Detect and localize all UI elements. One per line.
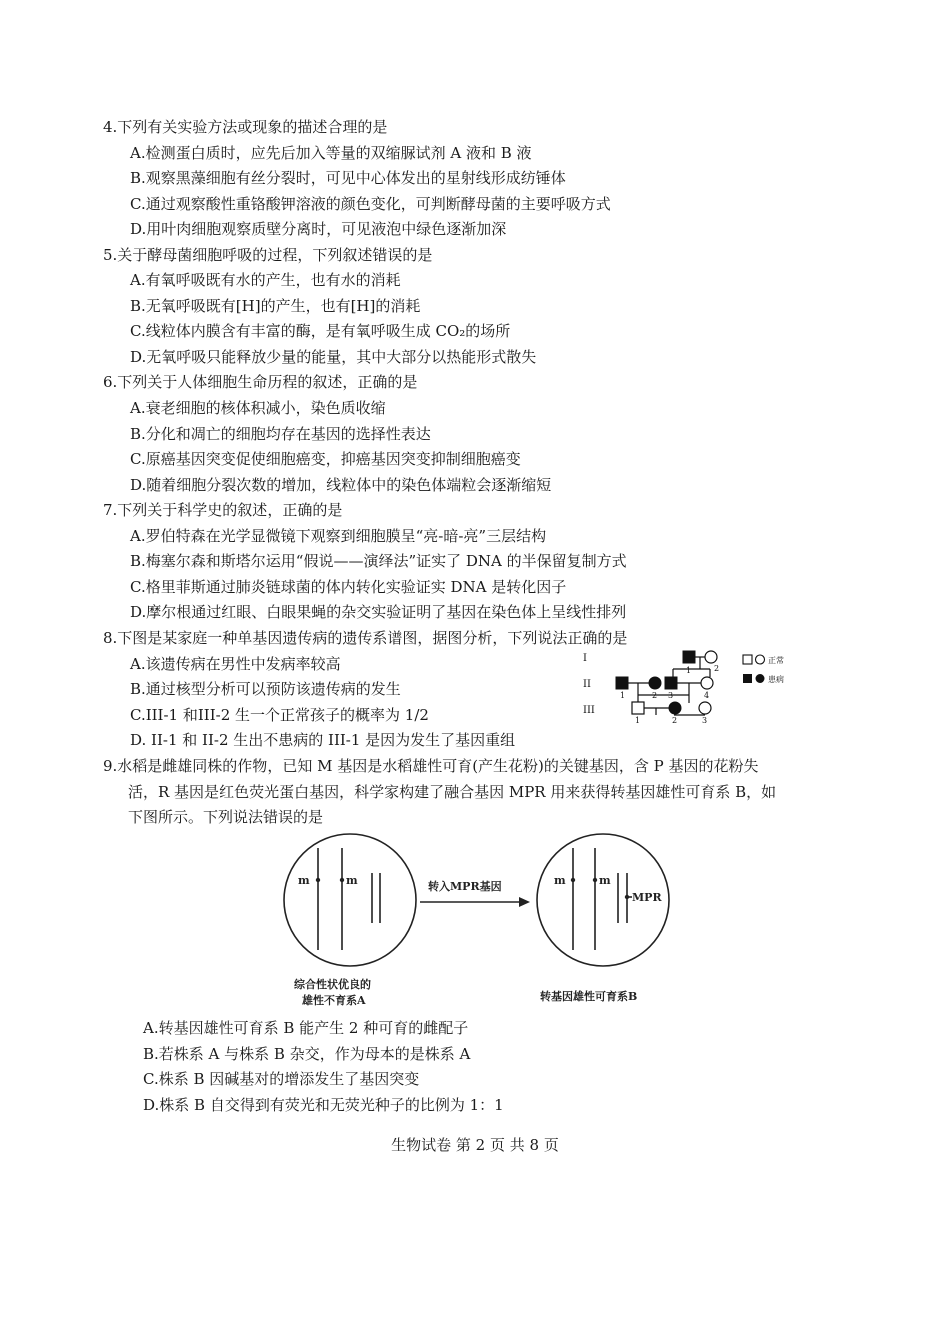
q5-option-a: A.有氧呼吸既有水的产生，也有水的消耗: [130, 271, 401, 289]
page-footer: 生物试卷 第 2 页 共 8 页: [391, 1136, 559, 1154]
pedigree-male-normal: [632, 702, 644, 714]
individual-number: 4: [704, 691, 710, 700]
q8-option-a: A.该遗传病在男性中发病率较高: [130, 655, 341, 673]
legend-normal-male-icon: [743, 655, 752, 664]
pedigree-female-affected: [649, 677, 661, 689]
caption-line-1: 综合性状优良的: [294, 978, 371, 991]
transgenic-diagram: [278, 828, 678, 1014]
q6-option-c: C.原癌基因突变促使细胞癌变，抑癌基因突变抑制细胞癌变: [130, 450, 521, 468]
q6-option-a: A.衰老细胞的核体积减小，染色质收缩: [130, 399, 386, 417]
caption-line-2: 雄性不育系A: [302, 994, 366, 1007]
q5-option-d: D.无氧呼吸只能释放少量的能量，其中大部分以热能形式散失: [130, 348, 537, 366]
q4-option-c: C.通过观察酸性重铬酸钾溶液的颜色变化，可判断酵母菌的主要呼吸方式: [130, 195, 611, 213]
q8-option-b: B.通过核型分析可以预防该遗传病的发生: [130, 680, 401, 698]
q4-stem: 4.下列有关实验方法或现象的描述合理的是: [103, 118, 388, 136]
q9-option-b: B.若株系 A 与株系 B 杂交，作为母本的是株系 A: [143, 1045, 471, 1063]
pedigree-female-normal: [701, 677, 713, 689]
q8-option-d: D. II-1 和 II-2 生出不患病的 III-1 是因为发生了基因重组: [130, 731, 516, 749]
gene-label-mpr: MPR: [632, 891, 662, 904]
legend-normal-label: 正常: [768, 656, 784, 665]
individual-number: 3: [702, 716, 708, 725]
gene-label-m: m: [298, 874, 310, 887]
pedigree-female-normal: [699, 702, 711, 714]
q9-stem-line-2: 活，R 基因是红色荧光蛋白基因，科学家构建了融合基因 MPR 用来获得转基因雄性可育系 B，如: [128, 783, 777, 801]
individual-number: 2: [672, 716, 678, 725]
pedigree-female-normal: [705, 651, 717, 663]
q9-option-a: A.转基因雄性可育系 B 能产生 2 种可育的雌配子: [143, 1019, 469, 1037]
pedigree-male-affected: [616, 677, 628, 689]
individual-number: 1: [686, 666, 692, 675]
legend-affected-label: 患病: [768, 675, 784, 684]
q5-stem: 5.关于酵母菌细胞呼吸的过程，下列叙述错误的是: [103, 246, 433, 264]
q6-option-d: D.随着细胞分裂次数的增加，线粒体中的染色体端粒会逐渐缩短: [130, 476, 552, 494]
gene-locus-dot: [625, 895, 629, 899]
q9-option-c: C.株系 B 因碱基对的增添发生了基因突变: [143, 1070, 420, 1088]
q4-option-a: A.检测蛋白质时，应先后加入等量的双缩脲试剂 A 液和 B 液: [130, 144, 532, 162]
q7-option-a: A.罗伯特森在光学显微镜下观察到细胞膜呈“亮-暗-亮”三层结构: [130, 527, 547, 545]
gene-locus-dot: [593, 878, 597, 882]
gene-locus-dot: [340, 878, 344, 882]
q6-option-b: B.分化和凋亡的细胞均存在基因的选择性表达: [130, 425, 431, 443]
q5-option-c: C.线粒体内膜含有丰富的酶，是有氧呼吸生成 CO₂的场所: [130, 322, 511, 340]
q7-option-c: C.格里菲斯通过肺炎链球菌的体内转化实验证实 DNA 是转化因子: [130, 578, 567, 596]
arrow-label: 转入MPR基因: [428, 880, 502, 893]
q8-stem: 8.下图是某家庭一种单基因遗传病的遗传系谱图，据图分析，下列说法正确的是: [103, 629, 628, 647]
q4-option-d: D.用叶肉细胞观察质壁分离时，可见液泡中绿色逐渐加深: [130, 220, 507, 238]
individual-number: 1: [620, 691, 626, 700]
individual-number: 3: [668, 691, 674, 700]
gene-label-m: m: [599, 874, 611, 887]
q6-stem: 6.下列关于人体细胞生命历程的叙述，正确的是: [103, 373, 418, 391]
q9-stem-line-1: 9.水稻是雌雄同株的作物，已知 M 基因是水稻雄性可育(产生花粉)的关键基因，含 P 基因的花粉失: [103, 757, 759, 775]
q7-option-d: D.摩尔根通过红眼、白眼果蝇的杂交实验证明了基因在染色体上呈线性排列: [130, 603, 627, 621]
generation-label: I: [583, 653, 587, 664]
q9-option-d: D.株系 B 自交得到有荧光和无荧光种子的比例为 1：1: [143, 1096, 504, 1114]
gene-label-m: m: [346, 874, 358, 887]
individual-number: 2: [714, 664, 720, 673]
legend-affected-female-icon: [756, 674, 765, 683]
gene-locus-dot: [316, 878, 320, 882]
pedigree-male-affected: [665, 677, 677, 689]
q7-stem: 7.下列关于科学史的叙述，正确的是: [103, 501, 343, 519]
q7-option-b: B.梅塞尔森和斯塔尔运用“假说——演绎法”证实了 DNA 的半保留复制方式: [130, 552, 627, 570]
gene-label-m: m: [554, 874, 566, 887]
caption-right: 转基因雄性可育系B: [540, 990, 638, 1003]
generation-label: II: [583, 679, 591, 690]
q9-stem-line-3: 下图所示。下列说法错误的是: [128, 808, 324, 826]
q4-option-b: B.观察黑藻细胞有丝分裂时，可见中心体发出的星射线形成纺锤体: [130, 169, 566, 187]
legend-normal-female-icon: [756, 655, 765, 664]
q8-option-c: C.III-1 和III-2 生一个正常孩子的概率为 1/2: [130, 706, 429, 724]
cell-a-outline: [284, 834, 416, 966]
pedigree-chart: [580, 645, 800, 725]
arrow-head-icon: [519, 897, 530, 907]
pedigree-male-affected: [683, 651, 695, 663]
pedigree-female-affected: [669, 702, 681, 714]
legend-affected-male-icon: [743, 674, 752, 683]
gene-locus-dot: [571, 878, 575, 882]
q5-option-b: B.无氧呼吸既有[H]的产生，也有[H]的消耗: [130, 297, 421, 315]
individual-number: 2: [652, 691, 658, 700]
generation-label: III: [583, 705, 595, 716]
individual-number: 1: [635, 716, 641, 725]
